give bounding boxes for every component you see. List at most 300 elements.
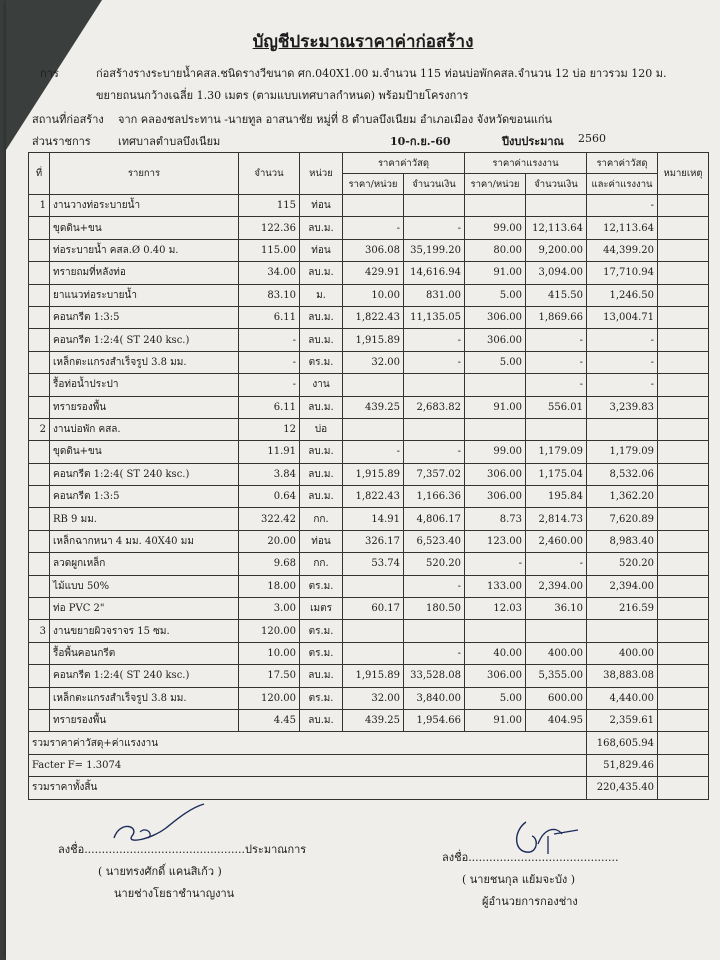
row-labor-unit-price: 80.00 <box>465 239 526 261</box>
row-total: 1,179.09 <box>587 441 658 463</box>
row-remark <box>658 687 709 709</box>
row-labor-unit-price <box>465 195 526 217</box>
row-material-unit-price: 439.25 <box>343 396 404 418</box>
row-item: ขุดดิน+ขน <box>50 217 239 239</box>
row-qty: 17.50 <box>239 665 300 687</box>
row-remark <box>658 709 709 731</box>
row-material-amount: 1,166.36 <box>404 486 465 508</box>
row-no <box>29 351 50 373</box>
row-remark <box>658 665 709 687</box>
row-qty: 12 <box>239 418 300 440</box>
table-row <box>29 709 709 731</box>
row-item: ยาแนวท่อระบายน้ำ <box>50 284 239 306</box>
row-qty: 3.00 <box>239 598 300 620</box>
row-material-amount: 831.00 <box>404 284 465 306</box>
row-unit: ลบ.ม. <box>300 306 343 328</box>
row-labor-amount: - <box>526 374 587 396</box>
row-item: รื้อท่อน้ำประปา <box>50 374 239 396</box>
row-material-amount: 180.50 <box>404 598 465 620</box>
row-total: 1,246.50 <box>587 284 658 306</box>
row-remark <box>658 642 709 664</box>
summary-value: 220,435.40 <box>587 777 658 799</box>
row-labor-unit-price: 12.03 <box>465 598 526 620</box>
row-item: งานขยายผิวจราจร 15 ซม. <box>50 620 239 642</box>
row-material-unit-price: 32.00 <box>343 687 404 709</box>
row-unit: ลบ.ม. <box>300 396 343 418</box>
row-total: 12,113.64 <box>587 217 658 239</box>
row-unit: บ่อ <box>300 418 343 440</box>
row-material-unit-price: - <box>343 217 404 239</box>
row-unit: ลบ.ม. <box>300 329 343 351</box>
row-material-unit-price <box>343 374 404 396</box>
fiscal-year-label: ปีงบประมาณ <box>502 135 564 148</box>
row-unit: กก. <box>300 553 343 575</box>
row-material-unit-price: 1,915.89 <box>343 665 404 687</box>
row-labor-unit-price: 5.00 <box>465 284 526 306</box>
row-no <box>29 374 50 396</box>
row-remark <box>658 418 709 440</box>
row-no <box>29 486 50 508</box>
row-total: 8,983.40 <box>587 530 658 552</box>
right-sign-line: ลงชื่อ........................................... <box>442 851 619 864</box>
row-no <box>29 508 50 530</box>
row-qty: 9.68 <box>239 553 300 575</box>
row-no <box>29 262 50 284</box>
summary-label: รวมราคาค่าวัสดุ+ค่าแรงงาน <box>29 732 587 754</box>
row-material-unit-price <box>343 575 404 597</box>
row-item: ขุดดิน+ขน <box>50 441 239 463</box>
left-sign-line: ลงชื่อ..............................................ประมาณการ <box>58 843 307 856</box>
row-remark <box>658 217 709 239</box>
row-labor-amount: 600.00 <box>526 687 587 709</box>
row-labor-unit-price <box>465 418 526 440</box>
row-qty: 0.64 <box>239 486 300 508</box>
row-labor-unit-price: 8.73 <box>465 508 526 530</box>
col-header-unit-price: ราคา/หน่วย <box>343 174 404 195</box>
col-header-item: รายการ <box>50 153 239 195</box>
row-total: 4,440.00 <box>587 687 658 709</box>
left-sign-role: ประมาณการ <box>245 843 307 856</box>
row-material-unit-price <box>343 195 404 217</box>
table-row <box>29 463 709 485</box>
summary-label: Facter F= 1.3074 <box>29 754 587 776</box>
row-material-unit-price: 10.00 <box>343 284 404 306</box>
row-material-unit-price: 326.17 <box>343 530 404 552</box>
row-material-amount <box>404 418 465 440</box>
row-no: 2 <box>29 418 50 440</box>
row-remark <box>658 284 709 306</box>
row-material-amount <box>404 374 465 396</box>
row-item: ท่อระบายน้ำ คสล.Ø 0.40 ม. <box>50 239 239 261</box>
row-labor-unit-price: 306.00 <box>465 665 526 687</box>
date-value: 10-ก.ย.-60 <box>390 135 451 148</box>
right-sign-label: ลงชื่อ <box>442 851 469 864</box>
row-remark <box>658 463 709 485</box>
row-no <box>29 575 50 597</box>
work-label: การ <box>40 67 59 80</box>
row-total: - <box>587 195 658 217</box>
row-qty: 4.45 <box>239 709 300 731</box>
row-labor-unit-price: 99.00 <box>465 217 526 239</box>
row-labor-amount: 3,094.00 <box>526 262 587 284</box>
row-item: RB 9 มม. <box>50 508 239 530</box>
row-unit: งาน <box>300 374 343 396</box>
row-labor-unit-price <box>465 374 526 396</box>
row-labor-amount: 400.00 <box>526 642 587 664</box>
row-unit: ท่อน <box>300 195 343 217</box>
table-row <box>29 262 709 284</box>
row-no <box>29 709 50 731</box>
row-labor-unit-price: - <box>465 553 526 575</box>
row-remark <box>658 575 709 597</box>
row-material-amount: - <box>404 441 465 463</box>
row-material-unit-price: 14.91 <box>343 508 404 530</box>
summary-value: 51,829.46 <box>587 754 658 776</box>
row-no <box>29 239 50 261</box>
row-labor-amount <box>526 195 587 217</box>
row-labor-unit-price <box>465 620 526 642</box>
row-no <box>29 329 50 351</box>
row-material-unit-price <box>343 642 404 664</box>
row-material-unit-price: 439.25 <box>343 709 404 731</box>
table-row <box>29 620 709 642</box>
left-signature-image <box>110 800 210 850</box>
row-no <box>29 642 50 664</box>
table-row <box>29 687 709 709</box>
row-material-unit-price <box>343 620 404 642</box>
row-unit: ลบ.ม. <box>300 463 343 485</box>
row-item: งานวางท่อระบายน้ำ <box>50 195 239 217</box>
row-item: รื้อพื้นคอนกรีต <box>50 642 239 664</box>
row-qty: 10.00 <box>239 642 300 664</box>
summary-row <box>29 754 709 776</box>
row-labor-unit-price: 40.00 <box>465 642 526 664</box>
row-unit: ลบ.ม. <box>300 262 343 284</box>
row-item: เหล็กฉากหนา 4 มม. 40X40 มม <box>50 530 239 552</box>
row-total: 13,004.71 <box>587 306 658 328</box>
agency-label: ส่วนราชการ <box>32 135 91 148</box>
row-material-unit-price: 53.74 <box>343 553 404 575</box>
row-labor-amount: 1,869.66 <box>526 306 587 328</box>
row-no <box>29 217 50 239</box>
row-labor-unit-price: 123.00 <box>465 530 526 552</box>
row-qty: 18.00 <box>239 575 300 597</box>
table-row <box>29 195 709 217</box>
row-remark <box>658 195 709 217</box>
row-material-amount: 14,616.94 <box>404 262 465 284</box>
row-remark <box>658 374 709 396</box>
summary-remark <box>658 732 709 754</box>
row-item: เหล็กตะแกรงสำเร็จรูป 3.8 มม. <box>50 351 239 373</box>
row-total: 38,883.08 <box>587 665 658 687</box>
row-labor-unit-price: 99.00 <box>465 441 526 463</box>
row-total: 2,359.61 <box>587 709 658 731</box>
table-row <box>29 396 709 418</box>
row-item: เหล็กตะแกรงสำเร็จรูป 3.8 มม. <box>50 687 239 709</box>
row-material-amount: 520.20 <box>404 553 465 575</box>
row-material-unit-price: 429.91 <box>343 262 404 284</box>
row-remark <box>658 598 709 620</box>
work-line-2: ขยายถนนกว้างเฉลี่ย 1.30 เมตร (ตามแบบเทศบาลกำหนด) พร้อมป้ายโครงการ <box>96 89 469 102</box>
row-remark <box>658 530 709 552</box>
row-labor-unit-price: 5.00 <box>465 351 526 373</box>
table-row <box>29 665 709 687</box>
row-labor-unit-price: 91.00 <box>465 709 526 731</box>
row-labor-unit-price: 91.00 <box>465 396 526 418</box>
row-labor-unit-price: 306.00 <box>465 329 526 351</box>
row-item: คอนกรีต 1:3:5 <box>50 306 239 328</box>
row-remark <box>658 262 709 284</box>
row-material-amount: - <box>404 351 465 373</box>
row-material-unit-price: 1,822.43 <box>343 306 404 328</box>
estimate-table <box>28 152 709 800</box>
row-no: 1 <box>29 195 50 217</box>
table-row <box>29 530 709 552</box>
row-labor-amount: 36.10 <box>526 598 587 620</box>
row-unit: ตร.ม. <box>300 575 343 597</box>
table-row <box>29 418 709 440</box>
row-remark <box>658 306 709 328</box>
row-material-unit-price: 32.00 <box>343 351 404 373</box>
summary-row <box>29 732 709 754</box>
row-labor-unit-price: 5.00 <box>465 687 526 709</box>
row-labor-amount: 1,179.09 <box>526 441 587 463</box>
fiscal-year-value: 2560 <box>578 132 606 145</box>
row-no <box>29 396 50 418</box>
row-material-amount <box>404 620 465 642</box>
row-item: ลวดผูกเหล็ก <box>50 553 239 575</box>
row-unit: ตร.ม. <box>300 351 343 373</box>
table-row <box>29 374 709 396</box>
table-row <box>29 441 709 463</box>
row-qty: 122.36 <box>239 217 300 239</box>
row-labor-amount: - <box>526 553 587 575</box>
row-total: 400.00 <box>587 642 658 664</box>
row-material-unit-price: 306.08 <box>343 239 404 261</box>
right-sign-position: ผู้อำนวยการกองช่าง <box>482 895 578 908</box>
row-total: - <box>587 351 658 373</box>
row-labor-unit-price: 133.00 <box>465 575 526 597</box>
row-item: ท่อ PVC 2" <box>50 598 239 620</box>
table-row <box>29 575 709 597</box>
row-total <box>587 620 658 642</box>
row-qty: 34.00 <box>239 262 300 284</box>
table-row <box>29 642 709 664</box>
row-total: 44,399.20 <box>587 239 658 261</box>
row-labor-unit-price: 306.00 <box>465 486 526 508</box>
row-labor-amount: 2,460.00 <box>526 530 587 552</box>
row-total: - <box>587 329 658 351</box>
row-material-amount: 33,528.08 <box>404 665 465 687</box>
row-qty: - <box>239 374 300 396</box>
row-no <box>29 441 50 463</box>
row-qty: 6.11 <box>239 306 300 328</box>
row-no <box>29 463 50 485</box>
row-labor-amount: - <box>526 351 587 373</box>
row-material-amount: - <box>404 575 465 597</box>
table-row <box>29 329 709 351</box>
table-row <box>29 306 709 328</box>
row-labor-amount: 5,355.00 <box>526 665 587 687</box>
table-row <box>29 239 709 261</box>
row-labor-amount: 556.01 <box>526 396 587 418</box>
row-item: คอนกรีต 1:3:5 <box>50 486 239 508</box>
row-material-amount: - <box>404 642 465 664</box>
row-remark <box>658 553 709 575</box>
row-labor-amount: 12,113.64 <box>526 217 587 239</box>
row-item: คอนกรีต 1:2:4( ST 240 ksc.) <box>50 463 239 485</box>
row-material-amount: 4,806.17 <box>404 508 465 530</box>
table-row <box>29 284 709 306</box>
row-total: 520.20 <box>587 553 658 575</box>
right-sign-name: ( นายชนกุล แย้มจะบัง ) <box>462 873 576 886</box>
row-labor-amount: 2,814.73 <box>526 508 587 530</box>
estimate-table-body <box>29 195 709 800</box>
table-row <box>29 217 709 239</box>
right-signature-image <box>508 814 588 864</box>
row-total: 3,239.83 <box>587 396 658 418</box>
row-no <box>29 687 50 709</box>
row-unit: ลบ.ม. <box>300 217 343 239</box>
col-header-labor: ราคาค่าแรงงาน <box>465 153 587 174</box>
left-sign-name: ( นายทรงศักดิ์ แคนสิเก้ว ) <box>98 865 222 878</box>
summary-label: รวมราคาทั้งสิ้น <box>29 777 587 799</box>
row-qty: 115 <box>239 195 300 217</box>
row-total: 8,532.06 <box>587 463 658 485</box>
row-material-amount <box>404 195 465 217</box>
summary-remark <box>658 754 709 776</box>
row-unit: ลบ.ม. <box>300 665 343 687</box>
table-row <box>29 351 709 373</box>
left-sign-label: ลงชื่อ <box>58 843 85 856</box>
table-row <box>29 553 709 575</box>
row-material-unit-price <box>343 418 404 440</box>
row-no <box>29 530 50 552</box>
col-header-material: ราคาค่าวัสดุ <box>343 153 465 174</box>
row-total: 1,362.20 <box>587 486 658 508</box>
row-qty: - <box>239 329 300 351</box>
row-qty: 120.00 <box>239 620 300 642</box>
col-header-unit: หน่วย <box>300 153 343 195</box>
row-material-amount: 7,357.02 <box>404 463 465 485</box>
row-material-amount: - <box>404 329 465 351</box>
row-material-unit-price: 60.17 <box>343 598 404 620</box>
table-row <box>29 508 709 530</box>
row-labor-amount: 1,175.04 <box>526 463 587 485</box>
row-material-unit-price: 1,822.43 <box>343 486 404 508</box>
location-value: จาก คลองชลประทาน -นายทูล อาสนาชัย หมู่ที่ 8 ตำบลบึงเนียม อำเภอเมือง จังหวัดขอนแก่น <box>118 113 553 126</box>
row-no: 3 <box>29 620 50 642</box>
row-remark <box>658 620 709 642</box>
col-header-qty: จำนวน <box>239 153 300 195</box>
row-item: ทรายรองพื้น <box>50 396 239 418</box>
row-qty: 322.42 <box>239 508 300 530</box>
row-remark <box>658 239 709 261</box>
table-row <box>29 486 709 508</box>
row-labor-unit-price: 306.00 <box>465 306 526 328</box>
row-item: ทรายถมที่หลังท่อ <box>50 262 239 284</box>
row-total: 7,620.89 <box>587 508 658 530</box>
row-labor-amount: - <box>526 329 587 351</box>
row-qty: 83.10 <box>239 284 300 306</box>
work-line-1: ก่อสร้างรางระบายน้ำคสล.ชนิดรางวีขนาด ศก.040X1.00 ม.จำนวน 115 ท่อนบ่อพักคสล.จำนวน 12 บ่อ ยาวรวม 120 ม. <box>96 67 667 80</box>
row-no <box>29 598 50 620</box>
row-remark <box>658 508 709 530</box>
col-header-labor-unit-price: ราคา/หน่วย <box>465 174 526 195</box>
row-unit: ม. <box>300 284 343 306</box>
row-total: 17,710.94 <box>587 262 658 284</box>
row-unit: ลบ.ม. <box>300 441 343 463</box>
row-unit: เมตร <box>300 598 343 620</box>
row-item: ทรายรองพื้น <box>50 709 239 731</box>
row-material-unit-price: 1,915.89 <box>343 463 404 485</box>
row-labor-amount: 415.50 <box>526 284 587 306</box>
row-unit: ตร.ม. <box>300 620 343 642</box>
row-labor-amount: 9,200.00 <box>526 239 587 261</box>
row-no <box>29 665 50 687</box>
row-remark <box>658 486 709 508</box>
row-labor-amount <box>526 418 587 440</box>
row-remark <box>658 329 709 351</box>
row-labor-unit-price: 306.00 <box>465 463 526 485</box>
row-qty: 20.00 <box>239 530 300 552</box>
col-header-total-1: ราคาค่าวัสดุ <box>587 153 658 174</box>
row-unit: ลบ.ม. <box>300 709 343 731</box>
row-material-amount: 6,523.40 <box>404 530 465 552</box>
row-item: คอนกรีต 1:2:4( ST 240 ksc.) <box>50 665 239 687</box>
row-total: 216.59 <box>587 598 658 620</box>
row-remark <box>658 396 709 418</box>
row-total: - <box>587 374 658 396</box>
row-qty: 3.84 <box>239 463 300 485</box>
row-labor-amount <box>526 620 587 642</box>
row-no <box>29 284 50 306</box>
row-item: คอนกรีต 1:2:4( ST 240 ksc.) <box>50 329 239 351</box>
row-unit: กก. <box>300 508 343 530</box>
row-labor-amount: 2,394.00 <box>526 575 587 597</box>
col-header-labor-amount: จำนวนเงิน <box>526 174 587 195</box>
row-unit: ท่อน <box>300 239 343 261</box>
page-title: บัญชีประมาณราคาค่าก่อสร้าง <box>252 32 474 52</box>
row-material-amount: 3,840.00 <box>404 687 465 709</box>
row-material-amount: 35,199.20 <box>404 239 465 261</box>
row-item: ไม้แบบ 50% <box>50 575 239 597</box>
summary-remark <box>658 777 709 799</box>
row-remark <box>658 441 709 463</box>
row-qty: 11.91 <box>239 441 300 463</box>
row-unit: ท่อน <box>300 530 343 552</box>
row-remark <box>658 351 709 373</box>
row-material-unit-price: - <box>343 441 404 463</box>
col-header-amount: จำนวนเงิน <box>404 174 465 195</box>
col-header-remark: หมายเหตุ <box>658 153 709 195</box>
agency-value: เทศบาลตำบลบึงเนียม <box>118 135 221 148</box>
row-material-amount: 11,135.05 <box>404 306 465 328</box>
summary-value: 168,605.94 <box>587 732 658 754</box>
row-qty: 120.00 <box>239 687 300 709</box>
row-total <box>587 418 658 440</box>
row-material-unit-price: 1,915.89 <box>343 329 404 351</box>
row-item: งานบ่อพัก คสล. <box>50 418 239 440</box>
row-material-amount: - <box>404 217 465 239</box>
left-sign-position: นายช่างโยธาชำนาญงาน <box>114 887 235 900</box>
row-no <box>29 306 50 328</box>
row-total: 2,394.00 <box>587 575 658 597</box>
row-qty: - <box>239 351 300 373</box>
document-page <box>6 0 720 960</box>
row-qty: 115.00 <box>239 239 300 261</box>
row-material-amount: 1,954.66 <box>404 709 465 731</box>
